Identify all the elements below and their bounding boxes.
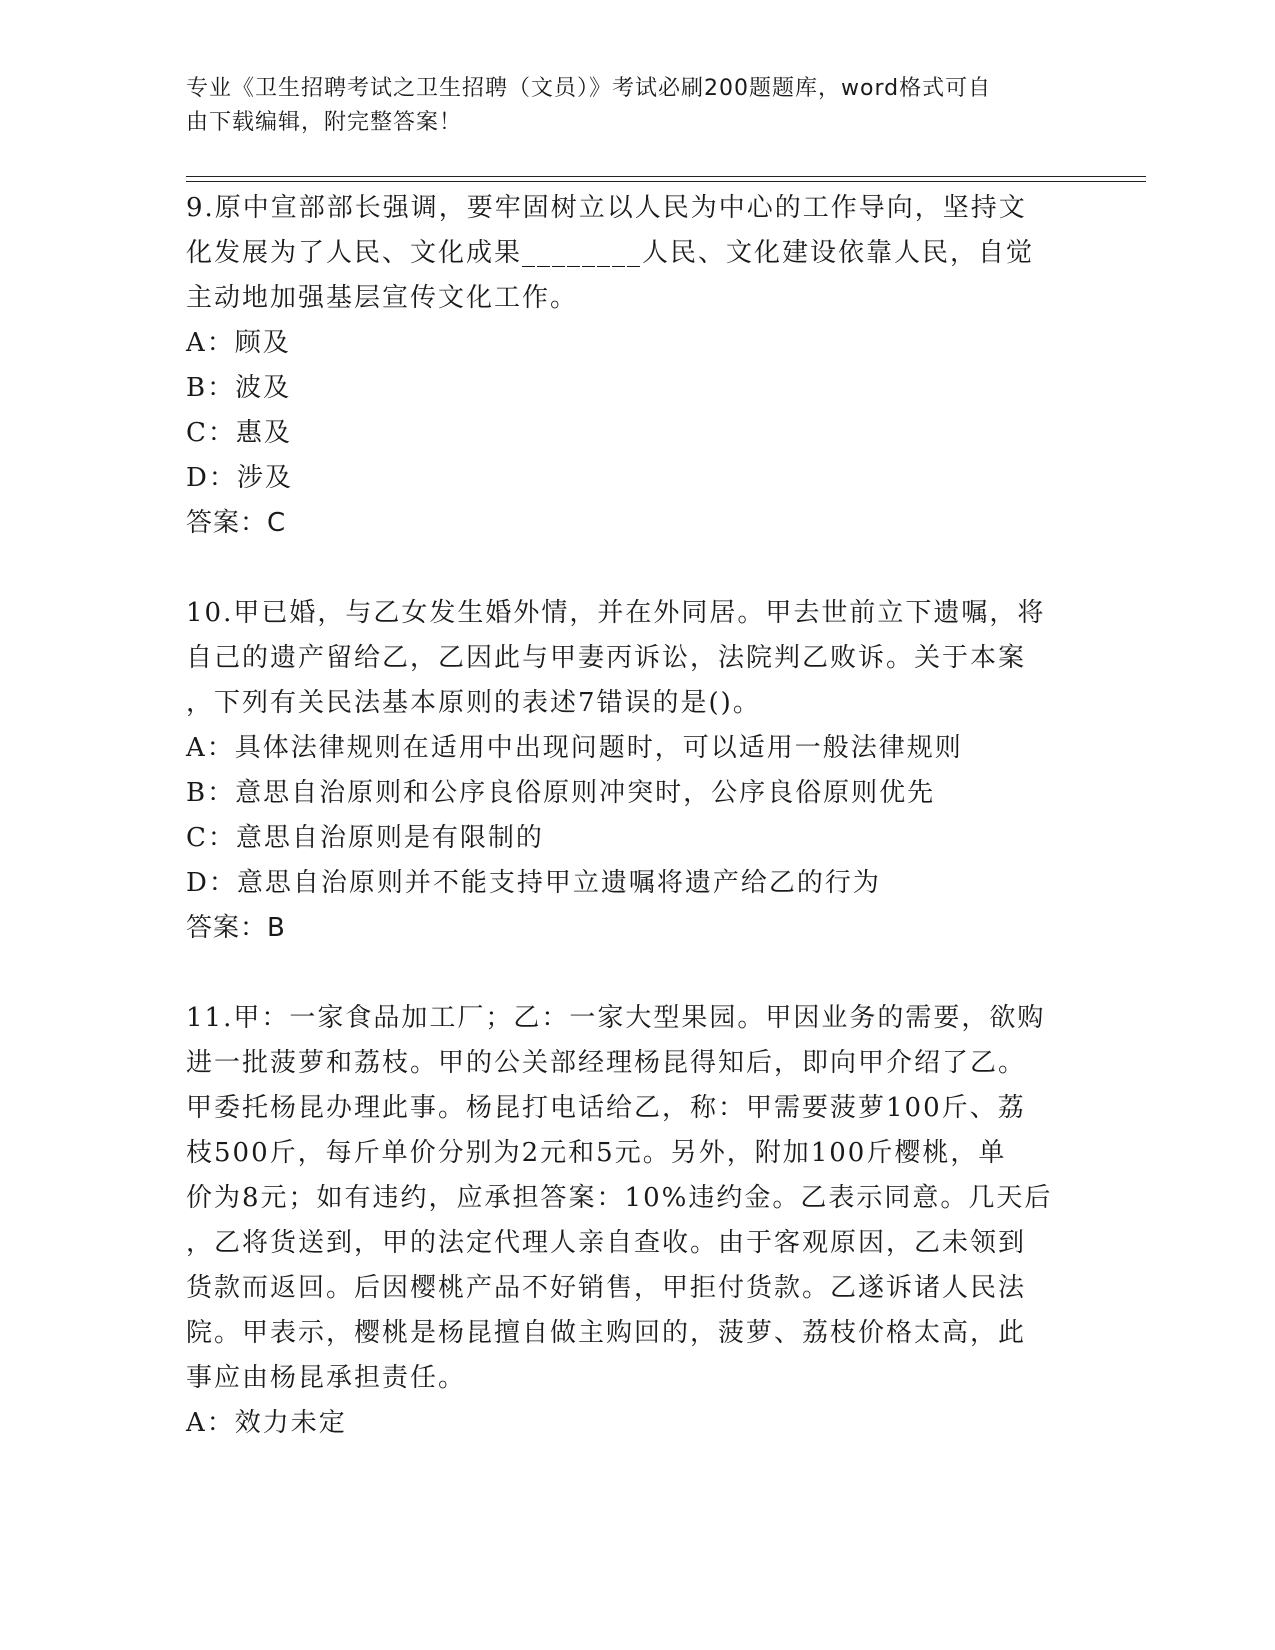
question-text-line: 化发展为了人民、文化成果________人民、文化建设依靠人民，自觉 — [186, 238, 1035, 268]
option-d: D：意思自治原则并不能支持甲立遗嘱将遗产给乙的行为 — [186, 868, 881, 898]
question-text-line: 9.原中宣部部长强调，要牢固树立以人民为中心的工作导向，坚持文 — [186, 193, 1027, 223]
question-text-line: 货款而返回。后因樱桃产品不好销售，甲拒付货款。乙遂诉诸人民法 — [186, 1273, 1027, 1303]
question-text-line: 进一批菠萝和荔枝。甲的公关部经理杨昆得知后，即向甲介绍了乙。 — [186, 1048, 1027, 1078]
answer: 答案：B — [186, 913, 286, 943]
question-9 — [186, 186, 1076, 546]
option-c: C：意思自治原则是有限制的 — [186, 823, 544, 853]
option-d: D：涉及 — [186, 463, 293, 493]
question-text-line: ，下列有关民法基本原则的表述7错误的是()。 — [186, 688, 761, 718]
question-text — [186, 996, 1076, 1401]
question-spacer — [186, 951, 1076, 996]
question-text — [186, 591, 1076, 726]
question-text-line: 10.甲已婚，与乙女发生婚外情，并在外同居。甲去世前立下遗嘱，将 — [186, 598, 1046, 628]
question-spacer — [186, 546, 1076, 591]
question-text-line: 院。甲表示，樱桃是杨昆擅自做主购回的，菠萝、荔枝价格太高，此 — [186, 1318, 1027, 1348]
question-11 — [186, 996, 1076, 1446]
question-10 — [186, 591, 1076, 951]
question-text-line: 主动地加强基层宣传文化工作。 — [186, 283, 579, 313]
option-b: B：波及 — [186, 373, 292, 403]
question-text-line: 甲委托杨昆办理此事。杨昆打电话给乙，称：甲需要菠萝100斤、荔 — [186, 1093, 1026, 1123]
header-divider-bottom — [186, 181, 1146, 182]
question-text-line: 价为8元；如有违约，应承担答案：10%违约金。乙表示同意。几天后 — [186, 1183, 1053, 1213]
question-list — [186, 186, 1076, 1446]
question-text — [186, 186, 1076, 321]
option-b: B：意思自治原则和公序良俗原则冲突时，公序良俗原则优先 — [186, 778, 936, 808]
document-header — [186, 72, 1066, 140]
header-line-2: 由下载编辑，附完整答案！ — [186, 110, 463, 135]
option-a: A：具体法律规则在适用中出现问题时，可以适用一般法律规则 — [186, 733, 963, 763]
option-a: A：效力未定 — [186, 1408, 347, 1438]
header-line-1: 专业《卫生招聘考试之卫生招聘（文员）》考试必刷200题题库，word格式可自 — [186, 76, 992, 101]
option-a: A：顾及 — [186, 328, 291, 358]
question-text-line: 11.甲：一家食品加工厂；乙：一家大型果园。甲因业务的需要，欲购 — [186, 1003, 1046, 1033]
question-text-line: 事应由杨昆承担责任。 — [186, 1363, 467, 1393]
answer: 答案：C — [186, 508, 287, 538]
header-divider-top — [186, 176, 1146, 177]
question-text-line: ，乙将货送到，甲的法定代理人亲自查收。由于客观原因，乙未领到 — [186, 1228, 1027, 1258]
option-c: C：惠及 — [186, 418, 292, 448]
question-text-line: 自己的遗产留给乙，乙因此与甲妻丙诉讼，法院判乙败诉。关于本案 — [186, 643, 1027, 673]
question-text-line: 枝500斤，每斤单价分别为2元和5元。另外，附加100斤樱桃，单 — [186, 1138, 1007, 1168]
